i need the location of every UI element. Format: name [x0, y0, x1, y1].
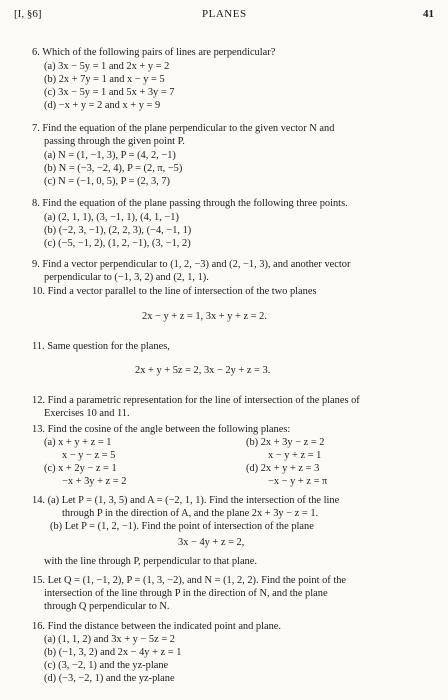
exercise-16-prompt: 16. Find the distance between the indicated point and plane.	[32, 621, 282, 632]
exercise-8-c: (c) (−5, −1, 2), (1, 2, −1), (3, −1, 2)	[44, 238, 191, 249]
exercise-11-equations: 2x + y + 5z = 2, 3x − 2y + z = 3.	[135, 365, 271, 376]
exercise-10-prompt: 10. Find a vector parallel to the line of intersection of the two planes	[32, 286, 317, 297]
exercise-13-c-eq2: −x + 3y + z = 2	[62, 476, 127, 487]
exercise-16-a: (a) (1, 1, 2) and 3x + y − 5z = 2	[44, 634, 175, 645]
exercise-13-b-eq1: (b) 2x + 3y − z = 2	[246, 437, 325, 448]
page-number: 41	[423, 8, 434, 20]
exercise-6-prompt: 6. Which of the following pairs of lines are perpendicular?	[32, 47, 276, 58]
exercise-13-prompt: 13. Find the cosine of the angle between the following planes:	[32, 424, 291, 435]
exercise-12-prompt-cont: Exercises 10 and 11.	[44, 408, 130, 419]
exercise-9-prompt-cont: perpendicular to (−1, 3, 2) and (2, 1, 1).	[44, 272, 209, 283]
exercise-6-b: (b) 2x + 7y = 1 and x − y = 5	[44, 74, 165, 85]
exercise-8-a: (a) (2, 1, 1), (3, −1, 1), (4, 1, −1)	[44, 212, 179, 223]
exercise-7-c: (c) N = (−1, 0, 5), P = (2, 3, 7)	[44, 176, 170, 187]
exercise-16-b: (b) (−1, 3, 2) and 2x − 4y + z = 1	[44, 647, 182, 658]
exercise-6-d: (d) −x + y = 2 and x + y = 9	[44, 100, 161, 111]
exercise-14-b-equation: 3x − 4y + z = 2,	[178, 537, 245, 548]
exercise-15-prompt: 15. Let Q = (1, −1, 2), P = (1, 3, −2), and N = (1, 2, 2). Find the point of the	[32, 575, 347, 586]
exercise-9-prompt: 9. Find a vector perpendicular to (1, 2, −3) and (2, −1, 3), and another vector	[32, 259, 351, 270]
exercise-6-a: (a) 3x − 5y = 1 and 2x + y = 2	[44, 61, 170, 72]
exercise-7-b: (b) N = (−3, −2, 4), P = (2, π, −5)	[44, 163, 183, 174]
exercise-10-equations: 2x − y + z = 1, 3x + y + z = 2.	[142, 311, 267, 322]
exercise-15-prompt-cont: intersection of the line through P in the direction of N, and the plane	[44, 588, 328, 599]
exercise-7-prompt: 7. Find the equation of the plane perpendicular to the given vector N and	[32, 123, 335, 134]
exercise-16-d: (d) (−3, −2, 1) and the yz-plane	[44, 673, 175, 684]
exercise-13-a-eq2: x − y − z = 5	[62, 450, 116, 461]
exercise-14-b: (b) Let P = (1, 2, −1). Find the point of intersection of the plane	[50, 521, 314, 532]
exercise-13-c-eq1: (c) x + 2y − z = 1	[44, 463, 117, 474]
exercise-13-b-eq2: x − y + z = 1	[268, 450, 322, 461]
exercise-7-a: (a) N = (1, −1, 3), P = (4, 2, −1)	[44, 150, 176, 161]
exercise-6-c: (c) 3x − 5y = 1 and 5x + 3y = 7	[44, 87, 175, 98]
section-reference: [I, §6]	[14, 8, 42, 20]
exercise-13-d-eq1: (d) 2x + y + z = 3	[246, 463, 320, 474]
exercise-7-prompt-cont: passing through the given point P.	[44, 136, 185, 147]
exercise-15-prompt-cont2: through Q perpendicular to N.	[44, 601, 170, 612]
exercise-14-a-cont: through P in the direction of A, and the plane 2x + 3y − z = 1.	[62, 508, 319, 519]
exercise-8-b: (b) (−2, 3, −1), (2, 2, 3), (−4, −1, 1)	[44, 225, 192, 236]
exercise-11-prompt: 11. Same question for the planes,	[32, 341, 170, 352]
running-title: PLANES	[202, 8, 247, 20]
exercise-13-a-eq1: (a) x + y + z = 1	[44, 437, 112, 448]
exercise-8-prompt: 8. Find the equation of the plane passing through the following three points.	[32, 198, 348, 209]
exercise-13-d-eq2: −x − y + z = π	[268, 476, 328, 487]
exercise-12-prompt: 12. Find a parametric representation for the line of intersection of the planes of	[32, 395, 360, 406]
exercise-14-a: 14. (a) Let P = (1, 3, 5) and A = (−2, 1, 1). Find the intersection of the line	[32, 495, 340, 506]
exercise-16-c: (c) (3, −2, 1) and the yz-plane	[44, 660, 169, 671]
exercise-14-b-cont: with the line through P, perpendicular to that plane.	[44, 556, 257, 567]
